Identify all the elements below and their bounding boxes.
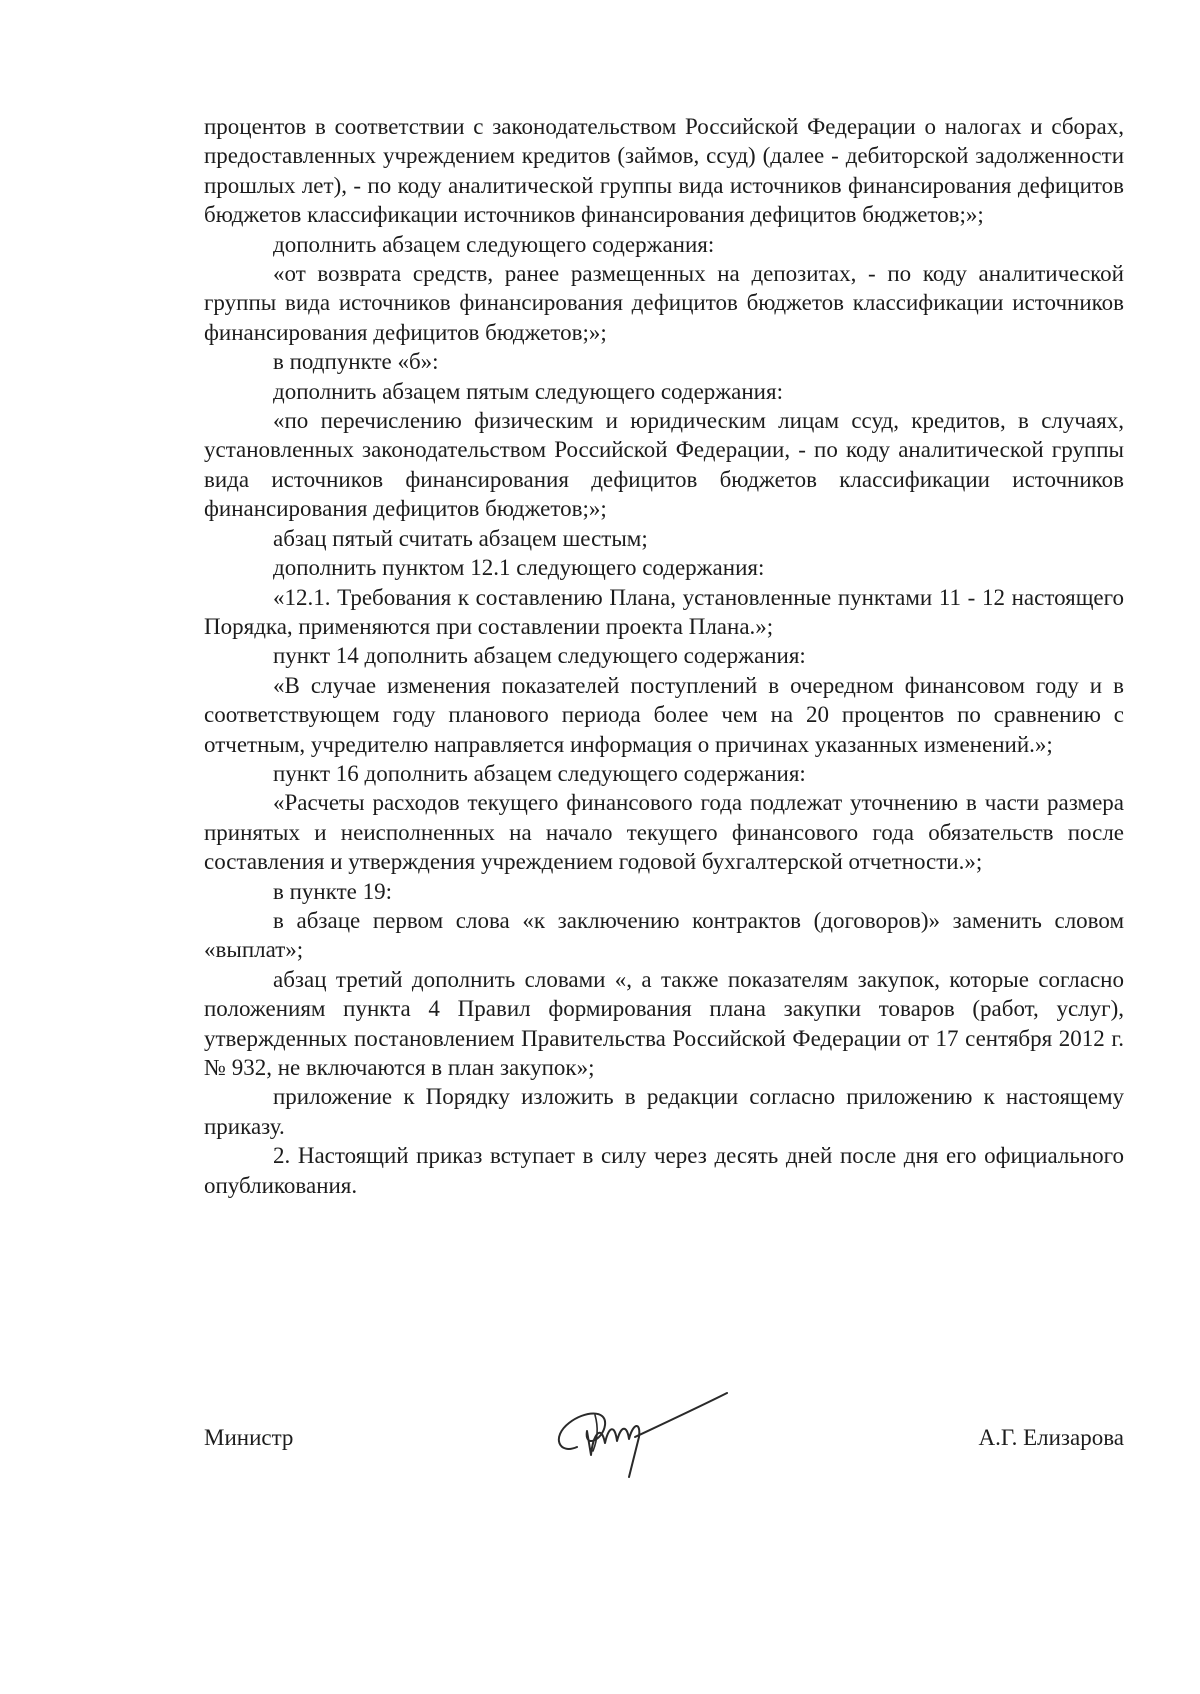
paragraph: «от возврата средств, ранее размещенных на депозитах, - по коду аналитической группы вида источников финансирования дефицитов бюджетов классификации источников финансирования дефицитов бюджетов;»; (204, 261, 1124, 345)
paragraph: приложение к Порядку изложить в редакции согласно приложению к настоящему приказу. (204, 1084, 1124, 1139)
paragraph: «Расчеты расходов текущего финансового года подлежат уточнению в части размера принятых и неисполненных на начало текущего финансового года обязательств после составления и утверждения учреждением годовой бухгалтерской отчетности.»; (204, 790, 1124, 875)
paragraph: пункт 16 дополнить абзацем следующего содержания: (273, 760, 806, 786)
handwritten-signature (539, 1385, 739, 1485)
signer-name: А.Г. Елизарова (978, 1425, 1124, 1450)
paragraph: в подпункте «б»: (273, 349, 439, 375)
document-body (204, 112, 1124, 1200)
position-title: Министр (204, 1425, 294, 1450)
paragraph: в абзаце первом слова «к заключению контрактов (договоров)» заменить словом «выплат»; (204, 907, 1124, 963)
paragraph: «по перечислению физическим и юридическим лицам ссуд, кредитов, в случаях, установленных законодательством Российской Федерации, - по коду аналитической группы вида источников финансирования дефицитов бюджетов классификации источников финансирования дефицитов бюджетов;»; (204, 408, 1124, 522)
paragraph: абзац третий дополнить словами «, а также показателям закупок, которые согласно положениям пункта 4 Правил формирования плана закупки товаров (работ, услуг), утвержденных постановлением Правительства Российской Федерации от 17 сентября 2012 г. № 932, не включаются в план закупок»; (204, 966, 1124, 1080)
paragraph: дополнить абзацем пятым следующего содержания: (273, 378, 783, 404)
paragraph: «12.1. Требования к составлению Плана, установленные пунктами 11 - 12 настоящего Порядка, применяются при составлении проекта Плана.»; (204, 584, 1124, 639)
paragraph: 2. Настоящий приказ вступает в силу через десять дней после дня его официального опубликования. (204, 1143, 1124, 1198)
paragraph: в пункте 19: (273, 878, 392, 904)
signature-icon (539, 1385, 739, 1485)
paragraph: дополнить абзацем следующего содержания: (273, 231, 715, 257)
paragraph: абзац пятый считать абзацем шестым; (273, 525, 648, 551)
signature-block (204, 1415, 1124, 1535)
paragraph: процентов в соответствии с законодательством Российской Федерации о налогах и сборах, предоставленных учреждением кредитов (займов, ссуд) (далее - дебиторской задолженности прошлых лет), - по коду аналитической группы вида источников финансирования дефицитов бюджетов классификации источников финансирования дефицитов бюджетов;»; (204, 114, 1124, 228)
paragraph: дополнить пунктом 12.1 следующего содержания: (273, 555, 765, 581)
paragraph: пункт 14 дополнить абзацем следующего содержания: (273, 643, 806, 669)
paragraph: «В случае изменения показателей поступлений в очередном финансовом году и в соответствующем году планового периода более чем на 20 процентов по сравнению с отчетным, учредителю направляется информация о причинах указанных изменений.»; (204, 672, 1124, 757)
